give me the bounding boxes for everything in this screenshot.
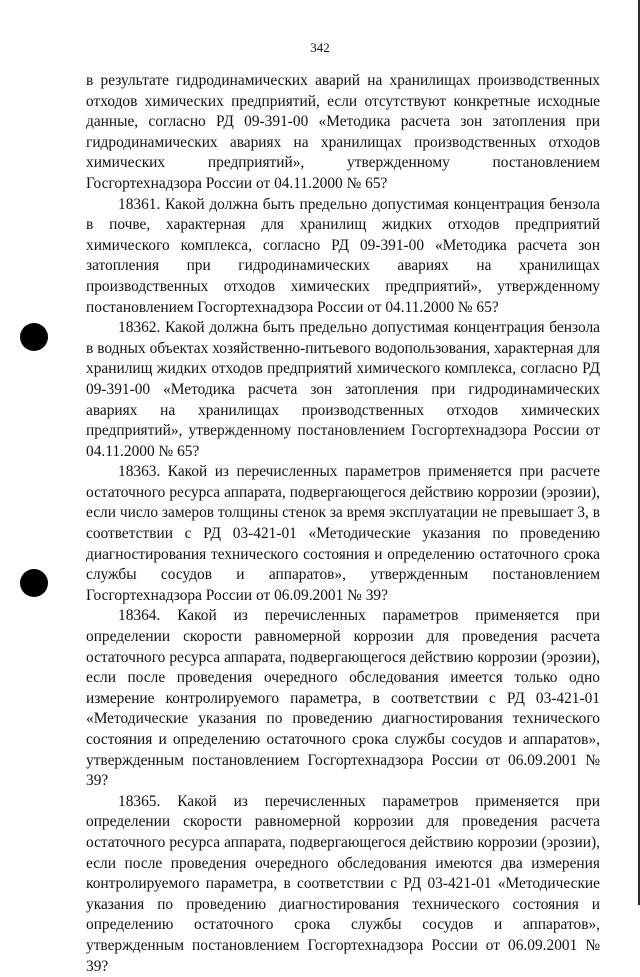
punch-hole-mark xyxy=(20,323,48,351)
question-18363: 18363. Какой из перечисленных параметров применяется при расчете остаточного ресурса аппарата, подвергающегося действию коррозии (эрозии), если число замеров толщины стенок за время эксплуатации не превышает 3, в соответствии с РД 03-421-01 «Методические указания по проведению диагностирования технического состояния и определению остаточного срока службы сосудов и аппаратов», утвержденным постановлением Госгортехнадзора России от 06.09.2001 № 39? xyxy=(86,463,600,604)
question-18365: 18365. Какой из перечисленных параметров применяется при определении скорости равномерной коррозии для проведения расчета остаточного ресурса аппарата, подвергающегося действию коррозии (эрозии), если после проведения очередного обследования имеются два измерения контролируемого параметра, в соответствии с РД 03-421-01 «Методические указания по проведению диагностирования технического состояния и определению остаточного срока службы сосудов и аппаратов», утвержденным постановлением Госгортехнадзора России от 06.09.2001 № 39? xyxy=(86,792,600,975)
question-18361: 18361. Какой должна быть предельно допустимая концентрация бензола в почве, характерная для хранилищ жидких отходов предприятий химического комплекса, согласно РД 09-391-00 «Методика расчета зон затопления при гидродинамических авариях на хранилищах производственных отходов химических предприятий», утвержденному постановлением Госгортехнадзора России от 04.11.2000 № 65? xyxy=(86,195,600,316)
paragraph-continuation: в результате гидродинамических аварий на хранилищах производственных отходов химических предприятий, если отсутствуют конкретные исходные данные, согласно РД 09-391-00 «Методика расчета зон затопления при гидродинамических авариях на хранилищах производственных отходов химических предприятий», утвержденному постановлением Госгортехнадзора России от 04.11.2000 № 65? xyxy=(86,72,600,192)
punch-hole-mark xyxy=(20,569,48,597)
question-18364: 18364. Какой из перечисленных параметров применяется при определении скорости равномерной коррозии для проведения расчета остаточного ресурса аппарата, подвергающегося действию коррозии (эрозии), если после проведения очередного обследования имеется только одно измерение контролируемого параметра, в соответствии с РД 03-421-01 «Методические указания по проведению диагностирования технического состояния и определению остаточного срока службы сосудов и аппаратов», утвержденным постановлением Госгортехнадзора России от 06.09.2001 № 39? xyxy=(86,607,600,790)
page-number: 342 xyxy=(310,40,330,55)
question-18362: 18362. Какой должна быть предельно допустимая концентрация бензола в водных объектах хозяйственно-питьевого водопользования, характерная для хранилищ жидких отходов предприятий химического комплекса, согласно РД 09-391-00 «Методика расчета зон затопления при гидродинамических авариях на хранилищах производственных отходов химических предприятий», утвержденному постановлением Госгортехнадзора России от 04.11.2000 № 65? xyxy=(86,319,600,460)
document-body xyxy=(86,71,600,977)
